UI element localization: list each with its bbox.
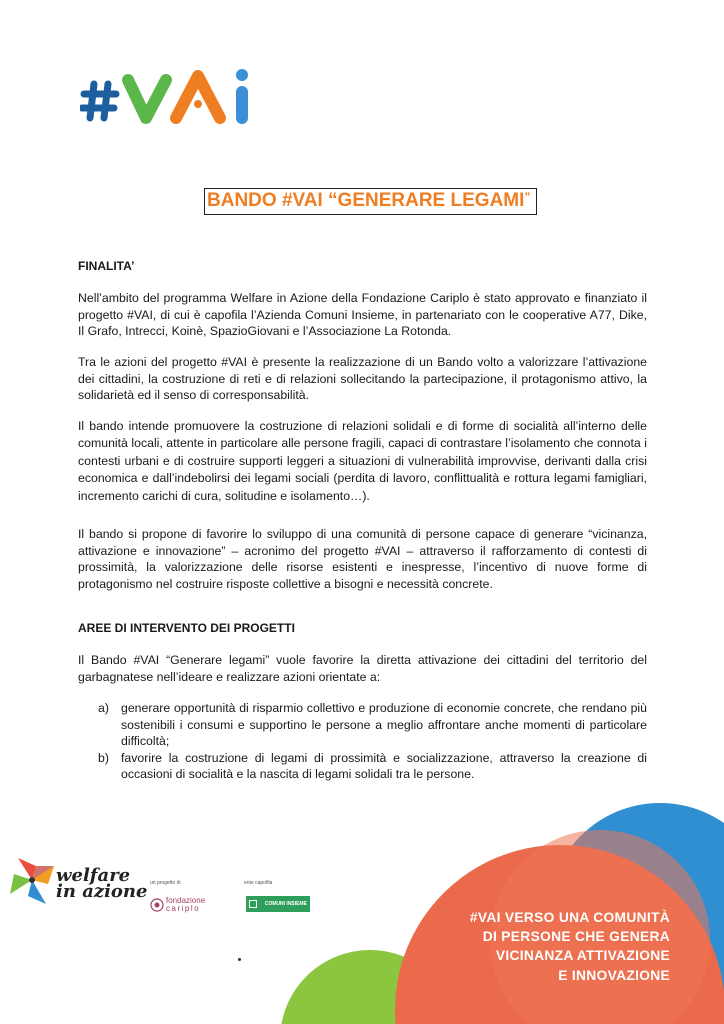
welfare-logo-line2: in azione [56,881,148,902]
list-marker: a) [98,701,109,715]
intervention-list [78,700,647,783]
list-item-text: favorire la costruzione di legami di prossimità e socializzazione, attraverso la creazione di occasioni di socialità e la nascita di legami solidali tra le persone. [121,750,647,782]
lead-entity-label: ente capofila [244,880,273,886]
welfare-in-azione-logo [56,865,148,902]
pinwheel-icon [8,856,56,908]
slogan-line: DI PERSONE CHE GENERA [482,929,670,945]
title-close-quote: ” [524,190,531,204]
footer-dot [238,958,241,961]
fondazione-line2: cariplo [166,904,201,913]
welfare-logo-line1: welfare [56,865,131,886]
project-of-label: un progetto di [150,880,181,886]
logo-letter-a [176,76,220,118]
paragraph-2: Tra le azioni del progetto #VAI è presente la realizzazione di un Bando volto a valorizzare l’attivazione dei cittadini, la costruzione di reti e di relazioni sollecitando la partecipazione, il protagonismo attivo, la solidarietà ed il senso di corresponsabilità. [78,355,647,403]
paragraph-1: Nell’ambito del programma Welfare in Azione della Fondazione Cariplo è stato approvato e finanziato il progetto #VAI, di cui è capofila l’Azienda Comuni Insieme, in partenariato con le cooperative A77, Dike, Il Grafo, Intrecci, Koinè, SpazioGiovani e l’Associazione La Rotonda. [78,291,647,339]
slogan-line: #VAI VERSO UNA COMUNITÀ [469,910,670,925]
list-item [78,750,647,783]
vai-logo [80,62,270,126]
logo-letter-v [128,80,166,118]
list-item-text: generare opportunità di risparmio collettivo e produzione di economie concrete, che rendano più sostenibili i consumi e supportino le persone a meglio affrontare anche momenti di particolare difficoltà; [121,701,647,749]
slogan-line: E INNOVAZIONE [558,967,670,983]
fondazione-emblem-icon [150,898,164,912]
fondazione-line1: fondazione [166,896,206,905]
slogan-line: VICINANZA ATTIVAZIONE [495,948,670,964]
comuni-insieme-text: COMUNI INSIEME [264,901,307,907]
section-heading-aree: AREE DI INTERVENTO DEI PROGETTI [78,621,295,635]
list-item [78,700,647,750]
paragraph-3: Il bando intende promuovere la costruzione di relazioni solidali e di forme di socialità all’interno delle comunità locali, attente in particolare alle persone fragili, capaci di contrastare l’isolamento che connota i contesti urbani e di costruire supporti leggeri a situazioni di vulnerabilità improvvise, derivanti dalla crisi economica e dall’indebolirsi dei legami sociali (perdita di lavoro, conflittualità e rottura legami famigliari, incremento carichi di cura, solitudine e isolamento…). [78,419,647,503]
paragraph-4: Il bando si propone di favorire lo sviluppo di una comunità di persone capace di generare “vicinanza, attivazione e innovazione” – acronimo del progetto #VAI – attraverso il rafforzamento di contesti di prossimità, la valorizzazione delle risorse esistenti e inespresse, l’incentivo di nuove forme di protagonismo nel costruire risposte collettive a bisogni e necessità concrete. [78,527,647,591]
list-marker: b) [98,750,109,765]
fondazione-cariplo-logo [166,897,205,913]
footer-slogan [470,908,670,985]
title-text: BANDO #VAI “GENERARE LEGAMI [207,190,525,211]
section-heading-finalita: FINALITA’ [78,259,135,273]
document-title [204,188,537,215]
hash-symbol [82,84,116,118]
section2-intro: Il Bando #VAI “Generare legami” vuole favorire la diretta attivazione dei cittadini del territorio del garbagnatese nell’ideare e realizzare azioni orientate a: [78,653,647,684]
comuni-insieme-logo [246,896,310,912]
